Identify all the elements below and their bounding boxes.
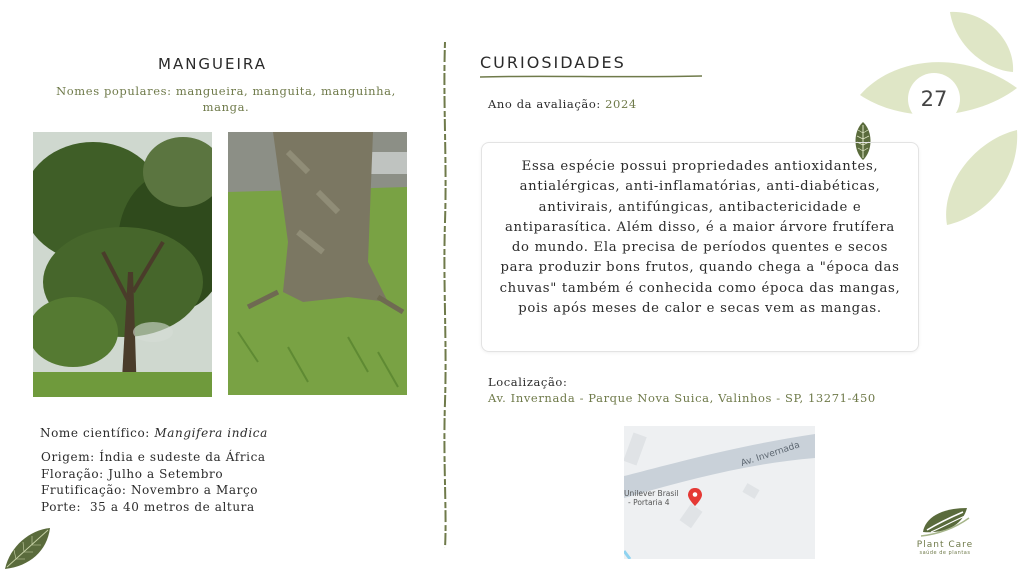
brand-tagline: saúde de plantas: [919, 550, 971, 556]
location-label: Localização:: [488, 375, 568, 389]
brand-leaf-icon: [919, 506, 971, 538]
location-address: Av. Invernada - Parque Nova Suica, Valinhos - SP, 13271-450: [488, 391, 876, 405]
brand-logo: [905, 506, 985, 556]
species-details: [41, 449, 266, 515]
title-underline: [480, 74, 702, 79]
curiosity-text: Essa espécie possui propriedades antioxidantes, antialérgicas, anti-inflamatórias, anti-diabéticas, antivirais, antifúngicas, antibactericidade e antiparasítica. Além disso, é a maior árvore frutífera do mundo. Ela precisa de períodos quentes e secos para produzir bons frutos, quando chega a "época das chuvas" também é conhecida como época das mangas, pois após meses de calor e secas vem as mangas.: [499, 159, 901, 317]
evaluation-year-row: [488, 96, 637, 112]
brand-name: Plant Care: [916, 540, 974, 550]
column-divider: [442, 42, 448, 548]
year-label: Ano da avaliação:: [488, 97, 606, 111]
flowering-text: Floração: Julho a Setembro: [41, 466, 224, 481]
map-place-label-1: Unilever Brasil: [624, 489, 679, 498]
scientific-name-row: [40, 425, 268, 441]
tree-photo: [33, 132, 212, 397]
scientific-label: Nome científico:: [40, 426, 155, 440]
leaf-decoration-bottom-left: [2, 526, 52, 572]
map-place-label-2: - Portaria 4: [628, 498, 670, 507]
size-text: Porte: 35 a 40 metros de altura: [41, 499, 255, 514]
popular-names: Nomes populares: mangueira, manguita, manguinha, manga.: [56, 84, 396, 114]
location-map[interactable]: [624, 426, 815, 559]
year-value: 2024: [605, 97, 637, 111]
page-number: 27: [908, 73, 960, 125]
origin-text: Origem: Índia e sudeste da África: [41, 450, 266, 464]
curiosity-box: [481, 142, 919, 352]
species-title: MANGUEIRA: [158, 55, 268, 73]
scientific-name: Mangifera indica: [154, 426, 268, 440]
trunk-photo: [228, 132, 407, 395]
fruiting-text: Frutificação: Novembro a Março: [41, 483, 259, 497]
curiosities-title: CURIOSIDADES: [480, 53, 626, 72]
map-road-label: Av. Invernada: [739, 440, 802, 469]
